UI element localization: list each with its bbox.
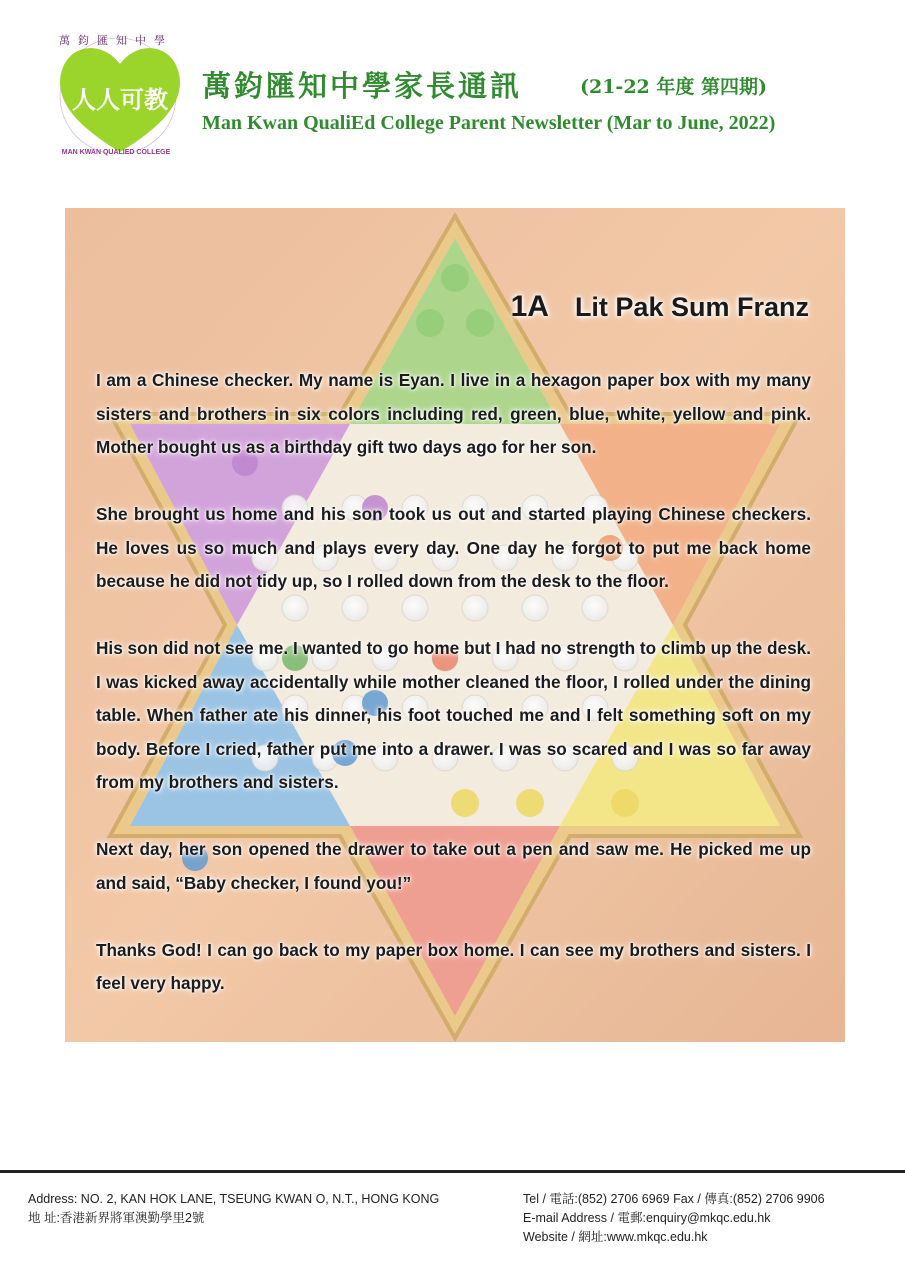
heart-logo-text: 人人可教 (72, 85, 168, 114)
story-title (511, 290, 809, 324)
address-en: Address: NO. 2, KAN HOK LANE, TSEUNG KWAN O, N.T., HONG KONG (28, 1192, 440, 1206)
website-link[interactable]: Website / 網址:www.mkqc.edu.hk (523, 1230, 708, 1244)
tel-fax: Tel / 電話:(852) 2706 6969 Fax / 傳真:(852) 2706 9906 (523, 1192, 825, 1206)
story-paragraph: She brought us home and his son took us out and started playing Chinese checkers. He loves us so much and plays every day. One day he forgot to put me back home because he did not tidy up, so I rolled down from the desk to the floor. (96, 504, 811, 591)
email-address[interactable]: E-mail Address / 電郵:enquiry@mkqc.edu.hk (523, 1211, 771, 1225)
story-paragraph: I am a Chinese checker. My name is Eyan. I live in a hexagon paper box with my many sisters and brothers in six colors including red, green, blue, white, yellow and pink. Mother bought us as a birthday gift two days ago for her son. (96, 370, 811, 457)
newsletter-issue-cn: (21-22 年度 第四期) (580, 76, 767, 98)
chinese-checker-board-panel (65, 208, 845, 1042)
story-body (96, 364, 811, 1034)
story-paragraph: Thanks God! I can go back to my paper box home. I can see my brothers and sisters. I feel very happy. (96, 939, 811, 993)
story-class: 1A (510, 290, 549, 323)
footer-address (28, 1190, 439, 1228)
address-cn: 地 址:香港新界將軍澳勤學里2號 (28, 1211, 205, 1225)
footer-divider (0, 1170, 905, 1173)
logo-circle-text-en: MAN KWAN QUALIED COLLEGE (61, 149, 171, 156)
school-logo (40, 30, 192, 158)
story-paragraph: Next day, her son opened the drawer to take out a pen and saw me. He picked me up and said, “Baby checker, I found you!” (96, 839, 811, 893)
newsletter-title-en: Man Kwan QualiEd College Parent Newsletter (Mar to June, 2022) (202, 112, 776, 134)
story-paragraph: His son did not see me. I wanted to go home but I had no strength to climb up the desk. I was kicked away accidentally while mother cleaned the floor, I rolled under the dining table. When father ate his dinner, his foot touched me and I felt something soft on my body. Before I cried, father put me into a drawer. I was so scared and I was so far away from my brothers and sisters. (96, 638, 811, 792)
footer-contact (523, 1190, 825, 1247)
story-author: Lit Pak Sum Franz (574, 292, 809, 322)
logo-circle-text-cn: 萬鈞匯知中學 (59, 34, 173, 47)
newsletter-title-cn: 萬鈞匯知中學家長通訊 (202, 69, 523, 103)
